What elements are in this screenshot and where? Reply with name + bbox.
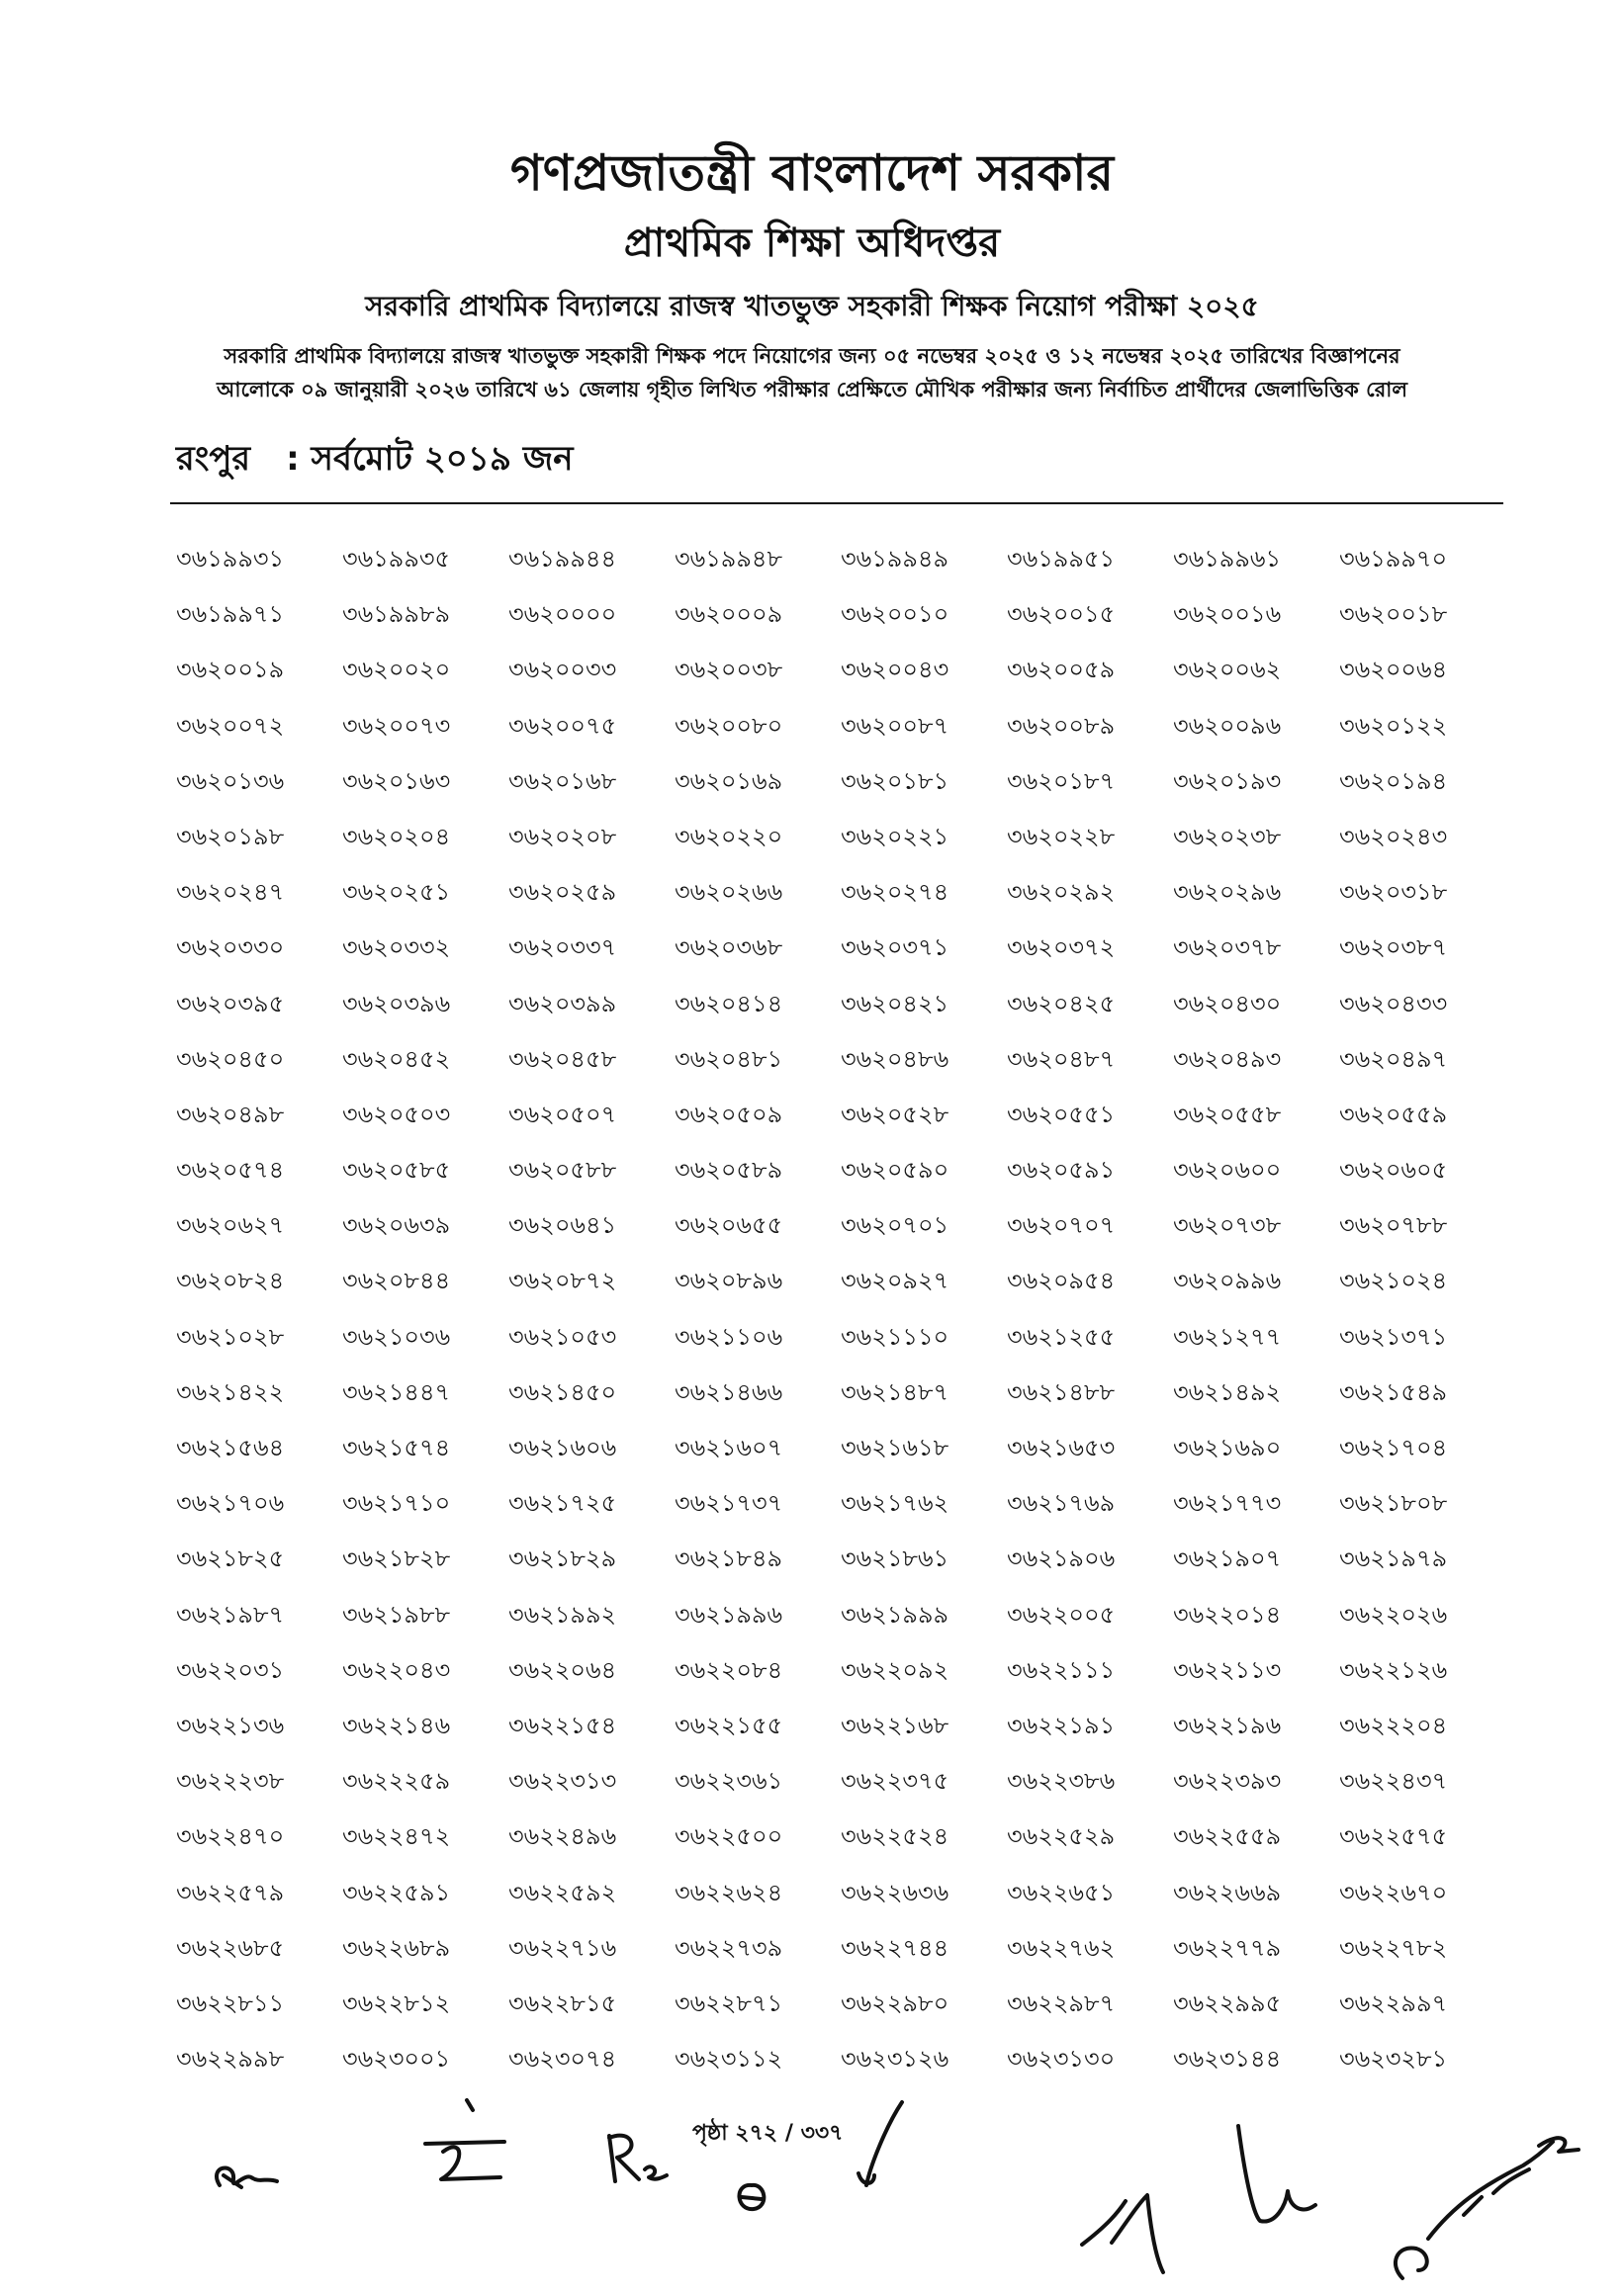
roll-number: ৩৬২০৮২৪ — [176, 1267, 285, 1295]
roll-number: ৩৬২২৬২৪ — [675, 1878, 783, 1906]
roll-number: ৩৬২০৮৪৪ — [342, 1267, 451, 1295]
roll-number: ৩৬২২১৫৫ — [675, 1711, 783, 1739]
roll-number: ৩৬২২৭১৬ — [508, 1933, 617, 1962]
roll-number: ৩৬২০৪৮৬ — [841, 1044, 949, 1073]
roll-number: ৩৬২০২৫১ — [342, 878, 451, 907]
roll-number: ৩৬২২৯৮৭ — [1007, 1988, 1116, 2017]
roll-number: ৩৬২১৮২৫ — [176, 1545, 285, 1573]
roll-number: ৩৬২০২৪৭ — [176, 878, 285, 907]
roll-number: ৩৬২২৫৯১ — [342, 1878, 451, 1906]
roll-number: ৩৬২২০১৪ — [1173, 1600, 1282, 1629]
roll-number: ৩৬২১৭৬২ — [841, 1489, 949, 1518]
roll-number: ৩৬২১৮২৯ — [508, 1545, 617, 1573]
roll-number: ৩৬২০৬০৫ — [1339, 1156, 1448, 1185]
roll-number: ৩৬২০৫৯০ — [841, 1156, 949, 1185]
roll-number: ৩৬২১৪৪৭ — [342, 1377, 451, 1406]
roll-number: ৩৬২২০৪৩ — [342, 1655, 451, 1684]
roll-number: ৩৬২০২০৮ — [508, 822, 617, 850]
roll-number: ৩৬২০৪১৪ — [675, 989, 783, 1017]
roll-number: ৩৬২০৭০১ — [841, 1211, 949, 1240]
roll-number: ৩৬২০২৫৯ — [508, 878, 617, 907]
roll-number: ৩৬২১৪৮৮ — [1007, 1377, 1116, 1406]
roll-number: ৩৬২১৭০৪ — [1339, 1434, 1448, 1461]
roll-number: ৩৬১৯৯৩৫ — [342, 545, 451, 573]
roll-number: ৩৬২২৫২৪ — [841, 1822, 949, 1851]
roll-number: ৩৬১৯৯৭০ — [1339, 545, 1448, 573]
roll-number: ৩৬২১৪৯২ — [1173, 1377, 1282, 1406]
roll-number: ৩৬২০১৬৮ — [508, 766, 617, 795]
roll-number: ৩৬২০৪২১ — [841, 989, 949, 1017]
government-title: গণপ্রজাতন্ত্রী বাংলাদেশ সরকার — [510, 144, 1114, 202]
roll-number: ৩৬২২৭৩৯ — [675, 1933, 783, 1962]
roll-number: ৩৬২১৫৬৪ — [176, 1434, 285, 1461]
roll-number: ৩৬২২১২৬ — [1339, 1655, 1448, 1684]
roll-number: ৩৬২১৪৬৬ — [675, 1377, 783, 1406]
roll-number: ৩৬২১৯৯৬ — [675, 1600, 783, 1629]
roll-number: ৩৬২০৩৭১ — [841, 933, 949, 962]
roll-number: ৩৬২০২৭৪ — [841, 878, 949, 907]
roll-number: ৩৬২০১৮৭ — [1007, 766, 1116, 795]
roll-number: ৩৬২১৬১৮ — [841, 1434, 949, 1461]
roll-number: ৩৬২০৮৭২ — [508, 1267, 617, 1295]
signature-7 — [1396, 2138, 1579, 2278]
roll-number: ৩৬২০০৯৬ — [1173, 711, 1282, 740]
roll-number: ৩৬২২৯৯৭ — [1339, 1988, 1448, 2017]
roll-number: ৩৬২০৬০০ — [1173, 1156, 1282, 1185]
roll-number: ৩৬২০৫৫৯ — [1339, 1100, 1448, 1128]
notice-text — [148, 339, 1476, 406]
roll-number: ৩৬২১৬০৭ — [675, 1434, 783, 1461]
roll-number: ৩৬২২০৯২ — [841, 1655, 949, 1684]
roll-number: ৩৬২২১৬৮ — [841, 1711, 949, 1739]
roll-number: ৩৬২০০৮৯ — [1007, 711, 1116, 740]
roll-number: ৩৬২০০৭৩ — [342, 711, 451, 740]
roll-number: ৩৬২২৬৮৯ — [342, 1933, 451, 1962]
roll-number: ৩৬২২৩৭৫ — [841, 1767, 949, 1796]
roll-number: ৩৬১৯৯৬১ — [1173, 545, 1282, 573]
roll-number: ৩৬২২৫০০ — [675, 1822, 783, 1851]
roll-number: ৩৬২২০০৫ — [1007, 1600, 1116, 1629]
roll-number: ৩৬২০৪৯৩ — [1173, 1044, 1282, 1073]
roll-number: ৩৬২১৬০৬ — [508, 1434, 617, 1461]
page-number: পৃষ্ঠা ২৭২ / ৩৩৭ — [692, 2121, 844, 2146]
roll-number: ৩৬২০১৯৩ — [1173, 766, 1282, 795]
roll-number: ৩৬২২৬৭০ — [1339, 1878, 1448, 1906]
roll-number: ৩৬২২৫৭৯ — [176, 1878, 285, 1906]
roll-number: ৩৬২০০০৯ — [675, 600, 783, 629]
roll-number: ৩৬২২৪৯৬ — [508, 1822, 617, 1851]
roll-number: ৩৬২০৫৫১ — [1007, 1100, 1116, 1128]
roll-number: ৩৬২০৩৩০ — [176, 933, 285, 962]
roll-number: ৩৬২২৫৫৯ — [1173, 1822, 1282, 1851]
roll-number: ৩৬২০৭০৭ — [1007, 1211, 1116, 1240]
roll-number: ৩৬২০২৯৬ — [1173, 878, 1282, 907]
roll-number: ৩৬২০১২২ — [1339, 711, 1448, 740]
roll-number: ৩৬২২৪৭০ — [176, 1822, 285, 1851]
roll-number: ৩৬২২০৬৪ — [508, 1655, 617, 1684]
roll-number: ৩৬২০২৪৩ — [1339, 822, 1448, 850]
roll-number: ৩৬২০৩৯৫ — [176, 989, 285, 1017]
roll-number: ৩৬২১৪২২ — [176, 1377, 285, 1406]
roll-number: ৩৬১৯৯৫১ — [1007, 545, 1116, 573]
roll-number: ৩৬২২৮১৫ — [508, 1988, 617, 2017]
roll-number: ৩৬২২৮১২ — [342, 1988, 451, 2017]
roll-number: ৩৬২০২২০ — [675, 822, 783, 850]
roll-number: ৩৬২০৪৩৩ — [1339, 989, 1448, 1017]
roll-number: ৩৬২২৭৬২ — [1007, 1933, 1116, 1962]
roll-number: ৩৬২১৭২৫ — [508, 1489, 617, 1518]
roll-number: ৩৬১৯৯৪৯ — [841, 545, 949, 573]
roll-number: ৩৬২২১৫৪ — [508, 1711, 617, 1739]
roll-number: ৩৬২১৫৪৯ — [1339, 1377, 1448, 1406]
roll-number: ৩৬২১৬৯০ — [1173, 1434, 1282, 1461]
roll-number: ৩৬১৯৯৮৯ — [342, 600, 451, 629]
roll-number: ৩৬২৩১১২ — [675, 2045, 783, 2074]
roll-number: ৩৬২১৩৭১ — [1339, 1322, 1448, 1351]
roll-number: ৩৬২০০১৬ — [1173, 600, 1282, 629]
roll-number: ৩৬২২৭৪৪ — [841, 1933, 949, 1962]
roll-number: ৩৬২০৩১৮ — [1339, 878, 1448, 907]
roll-number: ৩৬২০৬২৭ — [176, 1211, 285, 1240]
roll-number: ৩৬২০৫৯১ — [1007, 1156, 1116, 1185]
roll-number: ৩৬২০১৯৮ — [176, 822, 285, 850]
roll-number: ৩৬২০৫৮৫ — [342, 1156, 451, 1185]
roll-number: ৩৬১৯৯৪৮ — [675, 545, 783, 573]
roll-number: ৩৬২১৯০৬ — [1007, 1545, 1116, 1573]
roll-number: ৩৬২০৩৮৭ — [1339, 933, 1448, 962]
notice-line-1: সরকারি প্রাথমিক বিদ্যালয়ে রাজস্ব খাতভুক্ত সহকারী শিক্ষক পদে নিয়োগের জন্য ০৫ নভেম্বর ২০২৫ ও ১২ নভেম্বর ২০২৫ তারিখের বিজ্ঞাপনের — [224, 344, 1400, 368]
roll-number: ৩৬২২৫৭৫ — [1339, 1822, 1448, 1851]
roll-number: ৩৬২২০২৬ — [1339, 1600, 1448, 1629]
roll-number: ৩৬২০৯৯৬ — [1173, 1267, 1282, 1295]
roll-number: ৩৬২১২৭৭ — [1173, 1322, 1282, 1351]
roll-number: ৩৬২১৬৫৩ — [1007, 1434, 1116, 1461]
roll-number: ৩৬২২৩৯৩ — [1173, 1767, 1282, 1796]
roll-number: ৩৬২৩১৩০ — [1007, 2045, 1116, 2074]
roll-number: ৩৬২১৭০৬ — [176, 1489, 285, 1518]
roll-number: ৩৬২০০৫৯ — [1007, 656, 1116, 684]
roll-number: ৩৬২২১৯৬ — [1173, 1711, 1282, 1739]
roll-number: ৩৬২০০২০ — [342, 656, 451, 684]
roll-number: ৩৬২৩০৭৪ — [508, 2045, 617, 2074]
roll-number: ৩৬২০২২১ — [841, 822, 949, 850]
district-name: রংপুর — [176, 439, 251, 479]
roll-number: ৩৬২৩২৮১ — [1339, 2045, 1448, 2074]
roll-number: ৩৬২০৪৮১ — [675, 1044, 783, 1073]
roll-number: ৩৬২০০০০ — [508, 600, 617, 629]
roll-number: ৩৬২২০৩১ — [176, 1655, 285, 1684]
roll-number: ৩৬২০৫৮৯ — [675, 1156, 783, 1185]
roll-number: ৩৬২১০২৪ — [1339, 1267, 1448, 1295]
roll-number: ৩৬২১৪৫০ — [508, 1377, 617, 1406]
roll-number: ৩৬২০৫০৯ — [675, 1100, 783, 1128]
roll-number: ৩৬২০৯৫৪ — [1007, 1267, 1116, 1295]
roll-number: ৩৬২২৬৫১ — [1007, 1878, 1116, 1906]
roll-number: ৩৬২১৪৮৭ — [841, 1377, 949, 1406]
roll-number: ৩৬২০০৮৭ — [841, 711, 949, 740]
roll-number: ৩৬২২৮৭১ — [675, 1988, 783, 2017]
roll-number: ৩৬২০২৯২ — [1007, 878, 1116, 907]
roll-number: ৩৬২১৭১০ — [342, 1489, 451, 1518]
roll-number: ৩৬২০১৮১ — [841, 766, 949, 795]
roll-number: ৩৬২০৪৩০ — [1173, 989, 1282, 1017]
roll-number: ৩৬২০১৬৩ — [342, 766, 451, 795]
roll-number: ৩৬২০২২৮ — [1007, 822, 1116, 850]
roll-number: ৩৬২২১১১ — [1007, 1655, 1116, 1684]
roll-number: ৩৬২১৯৭৯ — [1339, 1545, 1448, 1573]
signature-1 — [217, 2168, 277, 2187]
roll-number: ৩৬২২২৫৯ — [342, 1767, 451, 1796]
roll-number: ৩৬২০০১০ — [841, 600, 949, 629]
roll-number: ৩৬২১৯৮৭ — [176, 1600, 285, 1629]
roll-number: ৩৬২০৫২৮ — [841, 1100, 949, 1128]
roll-number: ৩৬২০০৭২ — [176, 711, 285, 740]
roll-number: ৩৬২২৩১৩ — [508, 1767, 617, 1796]
roll-number: ৩৬২২৮১১ — [176, 1988, 285, 2017]
roll-number: ৩৬২০৬৩৯ — [342, 1211, 451, 1240]
roll-number: ৩৬২৩০০১ — [342, 2045, 451, 2074]
roll-number: ৩৬২২৭৮২ — [1339, 1933, 1448, 1962]
roll-number: ৩৬২০৪৮৭ — [1007, 1044, 1116, 1073]
roll-number: ৩৬২০৪২৫ — [1007, 989, 1116, 1017]
roll-number: ৩৬২০৬৫৫ — [675, 1211, 783, 1240]
roll-number: ৩৬২০০৬২ — [1173, 656, 1282, 684]
roll-number: ৩৬২১২৫৫ — [1007, 1322, 1116, 1351]
roll-number: ৩৬২০৩৭৮ — [1173, 933, 1282, 962]
signature-5 — [858, 2102, 902, 2185]
roll-number: ৩৬২০৫৮৮ — [508, 1156, 617, 1185]
roll-number: ৩৬২০১৬৯ — [675, 766, 783, 795]
roll-number: ৩৬২০৩৬৮ — [675, 933, 783, 962]
roll-number: ৩৬২১০২৮ — [176, 1322, 285, 1351]
roll-number: ৩৬২১৯৯৯ — [841, 1600, 949, 1629]
roll-number: ৩৬২০০৩৮ — [675, 656, 783, 684]
roll-number: ৩৬২০২৬৬ — [675, 878, 783, 907]
roll-number: ৩৬২১৯৯২ — [508, 1600, 617, 1629]
roll-number: ৩৬২২৯৯৫ — [1173, 1988, 1282, 2017]
roll-number: ৩৬২১০৫৩ — [508, 1322, 617, 1351]
roll-number: ৩৬২২৫২৯ — [1007, 1822, 1116, 1851]
roll-number: ৩৬২২৪৭২ — [342, 1822, 451, 1851]
roll-number: ৩৬১৯৯৪৪ — [508, 545, 617, 573]
roll-number: ৩৬২২১৩৬ — [176, 1711, 285, 1739]
roll-number: ৩৬২২৬৮৫ — [176, 1933, 285, 1962]
roll-number: ৩৬২০৫০৭ — [508, 1100, 617, 1128]
roll-number: ৩৬২১৮৪৯ — [675, 1545, 783, 1573]
roll-number: ৩৬২০৯২৭ — [841, 1267, 949, 1295]
roll-number: ৩৬২১১০৬ — [675, 1322, 783, 1351]
roll-number: ৩৬২২২৩৮ — [176, 1767, 285, 1796]
roll-number: ৩৬২১৭৭৩ — [1173, 1489, 1282, 1518]
department-title: প্রাথমিক শিক্ষা অধিদপ্তর — [623, 221, 1001, 266]
roll-number: ৩৬২২১৯১ — [1007, 1711, 1116, 1739]
header-divider — [170, 502, 1503, 504]
roll-number: ৩৬২০৫০৩ — [342, 1100, 451, 1128]
roll-number: ৩৬২০৪৫৮ — [508, 1044, 617, 1073]
roll-number: ৩৬২৩১২৬ — [841, 2045, 949, 2074]
roll-number: ৩৬২০০১৮ — [1339, 600, 1448, 629]
roll-number: ৩৬২০৩৯৯ — [508, 989, 617, 1017]
roll-number: ৩৬২০৪৯৭ — [1339, 1044, 1448, 1073]
roll-number: ৩৬২০৪৯৮ — [176, 1100, 285, 1128]
roll-number: ৩৬২২৫৯২ — [508, 1878, 617, 1906]
roll-number: ৩৬২০২০৪ — [342, 822, 451, 850]
roll-number: ৩৬২১৭৬৯ — [1007, 1489, 1116, 1518]
roll-number: ৩৬২০৫৫৮ — [1173, 1100, 1282, 1128]
roll-number: ৩৬২১৮০৮ — [1339, 1489, 1448, 1518]
roll-number: ৩৬২২০৮৪ — [675, 1655, 783, 1684]
roll-number: ৩৬২১০৩৬ — [342, 1322, 451, 1351]
roll-number: ৩৬২২৭৭৯ — [1173, 1933, 1282, 1962]
roll-number: ৩৬২০৪৫২ — [342, 1044, 451, 1073]
signature-2 — [425, 2100, 504, 2179]
roll-number: ৩৬২১৭৩৭ — [675, 1489, 783, 1518]
roll-number: ৩৬২০৮৯৬ — [675, 1267, 783, 1295]
roll-number: ৩৬২০০৬৪ — [1339, 656, 1448, 684]
roll-number: ৩৬২০৪৫০ — [176, 1044, 285, 1073]
roll-number: ৩৬২১৫৭৪ — [342, 1434, 451, 1461]
roll-number: ৩৬২২৬৩৬ — [841, 1878, 949, 1906]
roll-number: ৩৬২১৮২৮ — [342, 1545, 451, 1573]
roll-number-grid — [176, 542, 1511, 2097]
roll-number: ৩৬২০২৩৮ — [1173, 822, 1282, 850]
district-heading — [176, 435, 574, 483]
roll-number: ৩৬২০০১৫ — [1007, 600, 1116, 629]
signature-6 — [1082, 2126, 1315, 2272]
roll-number: ৩৬২২৯৮০ — [841, 1988, 949, 2017]
roll-number: ৩৬২২৩৮৬ — [1007, 1767, 1116, 1796]
roll-number: ৩৬২০০১৯ — [176, 656, 285, 684]
roll-number: ৩৬২১৯৮৮ — [342, 1600, 451, 1629]
roll-number: ৩৬২০১৯৪ — [1339, 766, 1448, 795]
signature-3 — [609, 2136, 667, 2181]
roll-number: ৩৬২০০৮০ — [675, 711, 783, 740]
roll-number: ৩৬২০৩৩৭ — [508, 933, 617, 962]
roll-number: ৩৬২২৪৩৭ — [1339, 1767, 1448, 1796]
roll-number: ৩৬২৩১৪৪ — [1173, 2045, 1282, 2074]
roll-number: ৩৬২২২০৪ — [1339, 1711, 1448, 1739]
roll-number: ৩৬২১১১০ — [841, 1322, 949, 1351]
roll-number: ৩৬২০০৩৩ — [508, 656, 617, 684]
roll-number: ৩৬২২৬৬৯ — [1173, 1878, 1282, 1906]
roll-number: ৩৬২০১৩৬ — [176, 766, 285, 795]
roll-number: ৩৬২০৭৩৮ — [1173, 1211, 1282, 1240]
signatures — [0, 2067, 1624, 2296]
roll-number: ৩৬২০৩৭২ — [1007, 933, 1116, 962]
roll-number: ৩৬১৯৯৭১ — [176, 600, 285, 629]
roll-number: ৩৬২০০৭৫ — [508, 711, 617, 740]
roll-number: ৩৬১৯৯৩১ — [176, 545, 285, 573]
roll-number: ৩৬২০৩৩২ — [342, 933, 451, 962]
roll-number: ৩৬২০৫৭৪ — [176, 1156, 285, 1185]
notice-line-2: আলোকে ০৯ জানুয়ারী ২০২৬ তারিখে ৬১ জেলায় গৃহীত লিখিত পরীক্ষার প্রেক্ষিতে মৌখিক পরীক্ষার জন্য নির্বাচিত প্রার্থীদের জেলাভিত্তিক রোল — [216, 378, 1407, 401]
roll-number: ৩৬২২৩৬১ — [675, 1767, 783, 1796]
roll-number: ৩৬২২১৪৬ — [342, 1711, 451, 1739]
roll-number: ৩৬২০০৪৩ — [841, 656, 949, 684]
roll-number: ৩৬২০৭৮৮ — [1339, 1211, 1448, 1240]
roll-number: ৩৬২২৯৯৮ — [176, 2045, 285, 2074]
exam-title: সরকারি প্রাথমিক বিদ্যালয়ে রাজস্ব খাতভুক্ত সহকারী শিক্ষক নিয়োগ পরীক্ষা ২০২৫ — [365, 290, 1259, 322]
roll-number: ৩৬২১৮৬১ — [841, 1545, 949, 1573]
roll-number: ৩৬২০৩৯৬ — [342, 989, 451, 1017]
district-total: : সর্বমোট ২০১৯ জন — [286, 439, 574, 479]
roll-number: ৩৬২২১১৩ — [1173, 1655, 1282, 1684]
signature-4 — [739, 2185, 764, 2209]
roll-number: ৩৬২০৬৪১ — [508, 1211, 617, 1240]
roll-number: ৩৬২১৯০৭ — [1173, 1545, 1282, 1573]
